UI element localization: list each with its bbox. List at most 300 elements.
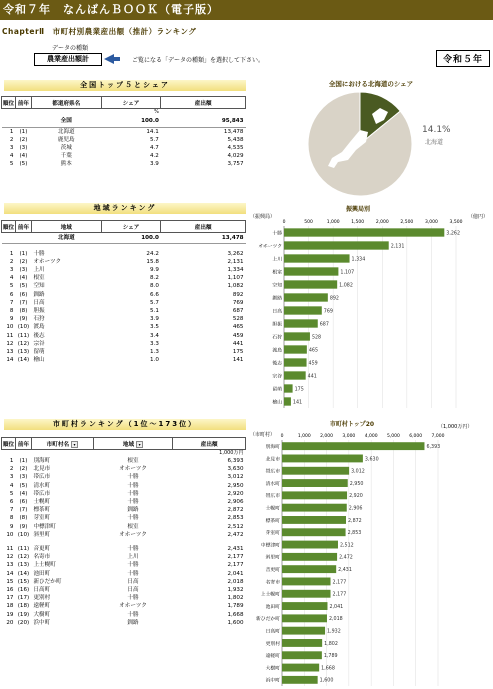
table-row: [2, 307, 246, 315]
rank-cell: 3: [9, 266, 14, 273]
rank-cell: 8: [9, 307, 14, 314]
rank-cell: 13: [6, 562, 14, 569]
col-rank: 順位: [2, 438, 16, 450]
name-cell: 熊本: [60, 161, 72, 168]
table-row: [2, 136, 246, 144]
category-label: 胆振: [272, 322, 282, 328]
arrow-left-icon: [104, 54, 114, 64]
category-label: 日高町: [265, 629, 280, 635]
region-cell: オホーツク: [119, 466, 147, 473]
category-label: 清水町: [265, 481, 280, 487]
region-cell: 十勝: [127, 562, 139, 569]
region-cell: 石狩: [33, 316, 45, 323]
x-tick-label: 3,500: [449, 220, 463, 225]
value-cell: 1,932: [227, 587, 244, 594]
data-label: 1,932: [327, 629, 341, 635]
table-row: [2, 578, 246, 586]
data-label: 2,041: [329, 604, 344, 610]
pie-chart: [250, 74, 493, 204]
value-cell: 2,872: [227, 507, 244, 514]
table-row: [2, 523, 246, 531]
table-row: [2, 266, 246, 274]
name-cell: 大樹町: [33, 611, 51, 618]
table-row: [2, 602, 246, 610]
filter-icon[interactable]: ▾: [136, 441, 143, 448]
region-cell: 十勝: [127, 570, 139, 577]
value-cell: 2,853: [227, 515, 244, 522]
prev-cell: (4): [19, 275, 28, 282]
table-row: [2, 258, 246, 266]
regional-table: [1, 220, 246, 364]
bar: [282, 455, 363, 463]
share-cell: 3.9: [149, 316, 159, 323]
data-label: 2,950: [349, 481, 364, 487]
category-label: 更別村: [265, 641, 280, 647]
bar: [282, 614, 327, 622]
bar: [282, 479, 348, 487]
category-label: 池田町: [265, 604, 280, 610]
table-row: [2, 348, 246, 356]
region-cell: 宗谷: [33, 340, 45, 347]
x-tick-label: 2,000: [320, 434, 334, 439]
name-cell: 北海道: [57, 128, 75, 135]
category-label: 日高: [272, 309, 282, 315]
municipal-chart-title: 市町村トップ20: [329, 421, 375, 428]
prev-cell: (10): [17, 531, 30, 538]
table-row: [2, 356, 246, 364]
prev-cell: (9): [19, 523, 28, 530]
prev-cell: (8): [19, 515, 28, 522]
col-prev: 前年: [15, 97, 31, 109]
table-row: [2, 619, 246, 627]
share-cell: 8.2: [149, 275, 159, 282]
share-cell: 1.3: [149, 348, 159, 355]
category-label: 浜中町: [265, 678, 280, 684]
x-tick-label: 4,000: [364, 434, 378, 439]
table-row: [2, 274, 246, 282]
bar: [284, 228, 444, 236]
bar: [282, 602, 327, 610]
data-label: 2,906: [348, 506, 363, 512]
col-share: シェア: [101, 221, 161, 233]
category-label: 帯広市: [265, 469, 280, 475]
prev-cell: (3): [19, 144, 28, 151]
value-cell: 3,630: [227, 466, 244, 473]
table-row: [2, 152, 246, 160]
region-cell: 十勝: [127, 482, 139, 489]
share-cell: 9.9: [149, 266, 159, 273]
prev-cell: (1): [19, 250, 28, 257]
value-cell: 2,512: [227, 523, 244, 530]
data-label: 2,512: [339, 543, 354, 549]
rank-cell: 10: [6, 324, 14, 331]
value-cell: 175: [232, 348, 244, 355]
category-label: 中標津町: [260, 543, 280, 549]
region-cell: 根室: [33, 275, 45, 282]
prev-cell: (17): [17, 595, 30, 602]
rank-cell: 5: [9, 161, 14, 168]
data-label: 2,177: [332, 580, 347, 586]
value-cell: 3,757: [227, 161, 244, 168]
bar: [282, 528, 346, 536]
prev-cell: (13): [17, 562, 30, 569]
rank-cell: 2: [9, 466, 14, 473]
col-value: 産出額: [173, 438, 246, 450]
total-name: 北海道: [31, 233, 101, 244]
rank-cell: 4: [9, 153, 14, 160]
share-cell: 3.3: [149, 340, 159, 347]
value-cell: 441: [232, 340, 244, 347]
category-label: 芽室町: [265, 531, 280, 537]
rank-cell: 11: [6, 332, 14, 339]
region-cell: 檜山: [33, 357, 45, 364]
region-cell: 釧路: [33, 291, 45, 298]
name-cell: 新ひだか町: [33, 578, 62, 585]
col-name[interactable]: 市町村名 ▾: [31, 438, 93, 450]
prev-cell: (4): [19, 490, 28, 497]
data-label: 1,600: [319, 678, 334, 684]
rank-cell: 1: [9, 250, 14, 257]
value-cell: 13,478: [223, 128, 244, 135]
prev-cell: (18): [17, 603, 30, 610]
value-cell: 1,802: [227, 595, 244, 602]
rank-cell: 17: [6, 595, 14, 602]
prev-cell: (5): [19, 161, 28, 168]
name-cell: 音更町: [33, 546, 51, 553]
prev-cell: (5): [19, 283, 28, 290]
value-cell: 4,029: [227, 153, 244, 160]
bar: [282, 664, 319, 672]
data-type-select[interactable]: 農業産出額計: [34, 53, 102, 66]
category-label: 上士幌町: [260, 592, 280, 598]
rank-cell: 18: [6, 603, 14, 610]
name-cell: 別海町: [33, 458, 51, 464]
table-row: [2, 291, 246, 299]
regional-section-title: 地域ランキング: [4, 203, 246, 214]
col-prev: 前年: [15, 438, 31, 450]
data-label: 1,082: [339, 283, 353, 289]
category-label: 士幌町: [265, 506, 280, 512]
pie-label-pct: 14.1%: [422, 125, 451, 135]
category-label: 標茶町: [265, 518, 280, 524]
category-label: 後志: [272, 361, 282, 367]
rank-cell: 12: [6, 340, 14, 347]
region-cell: 留萌: [33, 348, 45, 355]
rank-cell: 6: [9, 291, 14, 298]
value-cell: 1,107: [227, 275, 244, 282]
prev-cell: (1): [19, 128, 28, 135]
municipal-section-title: 市町村ランキング（1位～173位）: [4, 419, 246, 430]
bar: [282, 504, 347, 512]
table-row: [2, 531, 246, 539]
table-row: [2, 586, 246, 594]
rank-cell: 12: [6, 554, 14, 561]
pie-label-name: 北海道: [425, 139, 444, 146]
data-type-label: データの種類: [52, 45, 89, 52]
value-cell: 2,920: [227, 490, 244, 497]
x-tick-label: 0: [280, 434, 284, 439]
category-label: 大樹町: [265, 666, 280, 672]
bar: [284, 319, 318, 327]
data-label: 1,107: [340, 270, 355, 276]
x-tick-label: 0: [282, 220, 286, 225]
col-rank: 順位: [2, 97, 16, 109]
data-label: 459: [308, 361, 318, 367]
name-cell: 千葉: [60, 153, 72, 160]
table-row: [2, 490, 246, 498]
rank-cell: 10: [6, 531, 14, 538]
share-cell: 14.1: [146, 128, 159, 135]
name-cell: 標茶町: [33, 507, 51, 514]
data-label: 2,920: [349, 494, 363, 500]
rank-cell: 2: [9, 258, 14, 265]
data-label: 2,472: [339, 555, 353, 561]
category-label: 北見市: [265, 457, 280, 463]
share-cell: 4.7: [149, 144, 159, 151]
rank-cell: 9: [9, 523, 14, 530]
share-cell: 3.9: [149, 161, 159, 168]
data-label: 1,789: [323, 654, 338, 660]
region-cell: 釧路: [127, 619, 139, 626]
category-label: 十勝: [272, 231, 282, 237]
rank-cell: 16: [6, 587, 14, 594]
table-row: [2, 315, 246, 323]
share-cell: 6.6: [149, 291, 159, 298]
table-row: [2, 553, 246, 561]
rank-cell: 1: [9, 128, 14, 135]
value-cell: 465: [232, 324, 244, 331]
value-cell: 3,012: [227, 474, 244, 481]
prev-cell: (11): [17, 546, 30, 553]
share-cell: 15.8: [146, 258, 159, 265]
region-cell: 十勝: [127, 546, 139, 553]
region-cell: 上川: [33, 266, 45, 273]
data-label: 441: [307, 374, 317, 380]
rank-cell: 7: [9, 299, 14, 306]
data-label: 687: [319, 322, 329, 328]
x-tick-label: 5,000: [386, 434, 400, 439]
prev-cell: (7): [19, 507, 28, 514]
region-cell: 十勝: [127, 515, 139, 522]
value-cell: 2,431: [227, 546, 244, 553]
bar: [284, 306, 322, 314]
data-label: 1,668: [321, 666, 335, 672]
prev-cell: (12): [17, 554, 30, 561]
data-label: 2,131: [390, 244, 405, 250]
value-cell: 2,177: [227, 554, 244, 561]
data-label: 892: [329, 296, 339, 302]
name-cell: 帯広市: [33, 490, 51, 497]
filter-icon[interactable]: ▾: [71, 441, 78, 448]
prev-cell: (19): [17, 611, 30, 618]
value-cell: 1,668: [227, 611, 244, 618]
category-label: 宗谷: [272, 374, 282, 380]
rank-cell: 13: [6, 348, 14, 355]
data-label: 2,431: [338, 567, 352, 573]
category-label: 別海町: [265, 444, 280, 450]
bar: [284, 241, 389, 249]
prev-cell: (6): [19, 291, 28, 298]
name-cell: 帯広市: [33, 474, 51, 481]
rank-cell: 15: [6, 578, 14, 585]
data-label: 2,177: [332, 592, 347, 598]
value-cell: 3,262: [227, 250, 244, 257]
table-row: [2, 506, 246, 514]
rank-cell: 2: [9, 136, 14, 143]
table-row: [2, 465, 246, 473]
bar: [284, 358, 307, 366]
value-cell: 2,018: [227, 578, 244, 585]
prev-cell: (12): [17, 340, 30, 347]
share-cell: 3.4: [149, 332, 159, 339]
col-value: 産出額: [161, 221, 246, 233]
region-cell: 十勝: [127, 611, 139, 618]
data-label: 3,630: [364, 457, 379, 463]
x-tick-label: 1,000: [297, 434, 311, 439]
prev-cell: (5): [19, 482, 28, 489]
prev-cell: (20): [17, 619, 30, 626]
pie-title: 全国における北海道のシェア: [328, 80, 414, 88]
prev-cell: (8): [19, 307, 28, 314]
share-cell: 1.0: [149, 357, 159, 364]
table-row: [2, 611, 246, 619]
category-label: 空知: [272, 283, 282, 289]
value-cell: 6,393: [227, 458, 244, 464]
bar: [282, 541, 338, 549]
share-cell: 5.7: [149, 136, 159, 143]
table-row: [2, 570, 246, 578]
name-cell: 鹿児島: [57, 136, 75, 143]
prev-cell: (15): [17, 578, 30, 585]
value-cell: 4,535: [227, 144, 244, 151]
data-label: 3,012: [351, 469, 365, 475]
col-value: 産出額: [161, 97, 246, 109]
x-tick-label: 1,000: [326, 220, 340, 225]
data-label: 2,853: [347, 531, 362, 537]
data-label: 141: [292, 400, 303, 406]
bar: [282, 627, 325, 635]
name-cell: 浜中町: [33, 619, 51, 626]
value-cell: 2,041: [227, 570, 244, 577]
regional-chart-title: 振興局別: [345, 206, 371, 213]
prev-cell: (7): [19, 299, 28, 306]
prev-cell: (1): [19, 458, 28, 464]
name-cell: 池田町: [33, 570, 51, 577]
category-label: 石狩: [272, 335, 282, 341]
category-label: 檜山: [272, 400, 282, 406]
region-cell: 根室: [127, 523, 139, 530]
col-region[interactable]: 地域 ▾: [93, 438, 173, 450]
bar: [284, 254, 350, 262]
municipal-bar-chart: [248, 420, 493, 689]
category-label: 音更町: [265, 567, 280, 573]
municipal-chart-ylabel: （市町村）: [250, 432, 276, 438]
name-cell: 中標津町: [33, 523, 56, 530]
col-prev: 前年: [15, 221, 31, 233]
name-cell: 北見市: [33, 466, 51, 473]
share-cell: 5.7: [149, 299, 159, 306]
table-row: [2, 498, 246, 506]
category-label: 渡島: [272, 348, 282, 354]
name-cell: 茨城: [60, 144, 72, 151]
data-type-hint: ご覧になる「データの種類」を選択して下さい。: [132, 57, 265, 64]
category-label: 留萌: [272, 387, 282, 393]
region-cell: オホーツク: [119, 531, 147, 538]
data-label: 1,802: [324, 641, 338, 647]
region-cell: 釧路: [127, 507, 139, 514]
total-share: 100.0: [101, 116, 161, 127]
rank-cell: 9: [9, 316, 14, 323]
share-cell: 5.1: [149, 307, 159, 314]
prev-cell: (3): [19, 474, 28, 481]
table-row: [2, 323, 246, 331]
table-row: [2, 332, 246, 340]
page-banner: 令和７年 なんばんＢＯＯＫ（電子版）: [0, 0, 493, 20]
table-row: [2, 299, 246, 307]
name-cell: 日高町: [33, 587, 51, 594]
bar: [282, 639, 322, 647]
region-cell: 日高: [33, 299, 45, 306]
region-cell: 十勝: [127, 499, 139, 506]
name-cell: 士幌町: [33, 499, 51, 506]
total-value: 95,843: [161, 116, 246, 127]
municipal-table: [1, 437, 246, 627]
col-share: シェア: [101, 97, 161, 109]
table-row: [2, 594, 246, 602]
col-rank: 順位: [2, 221, 16, 233]
data-label: 2,018: [328, 617, 343, 623]
rank-cell: 3: [9, 144, 14, 151]
total-share: 100.0: [101, 233, 161, 244]
x-tick-label: 2,000: [375, 220, 389, 225]
bar: [284, 293, 328, 301]
category-label: 遠軽町: [265, 654, 280, 660]
data-label: 2,872: [348, 518, 362, 524]
bar: [282, 467, 349, 475]
rank-cell: 1: [9, 458, 14, 464]
bar: [282, 565, 336, 573]
share-cell: 24.2: [146, 250, 159, 257]
total-name: 全国: [31, 116, 101, 127]
x-tick-label: 2,500: [400, 220, 414, 225]
regional-chart-unit: （億円）: [468, 214, 489, 220]
table-row: [2, 482, 246, 490]
regional-bar-chart: [248, 204, 493, 410]
unit-note: 1,000万円: [219, 450, 244, 456]
bar: [282, 553, 337, 561]
value-cell: 2,131: [227, 258, 244, 265]
prev-cell: (2): [19, 136, 28, 143]
value-cell: 1,600: [227, 619, 244, 626]
value-cell: 459: [232, 332, 244, 339]
x-tick-label: 500: [304, 220, 313, 225]
table-row: [2, 250, 246, 258]
value-cell: 687: [232, 307, 244, 314]
name-cell: 遠軽町: [33, 603, 51, 610]
table-row: [2, 561, 246, 569]
rank-cell: 3: [9, 474, 14, 481]
bar: [282, 590, 331, 598]
rank-cell: 4: [9, 482, 14, 489]
prev-cell: (10): [17, 324, 30, 331]
data-label: 769: [323, 309, 333, 315]
municipal-chart-unit: （1,000万円）: [438, 424, 473, 430]
region-cell: 根室: [127, 458, 139, 464]
region-cell: オホーツク: [119, 603, 147, 610]
rank-cell: 19: [6, 611, 14, 618]
bar: [282, 516, 346, 524]
bar: [284, 267, 338, 275]
